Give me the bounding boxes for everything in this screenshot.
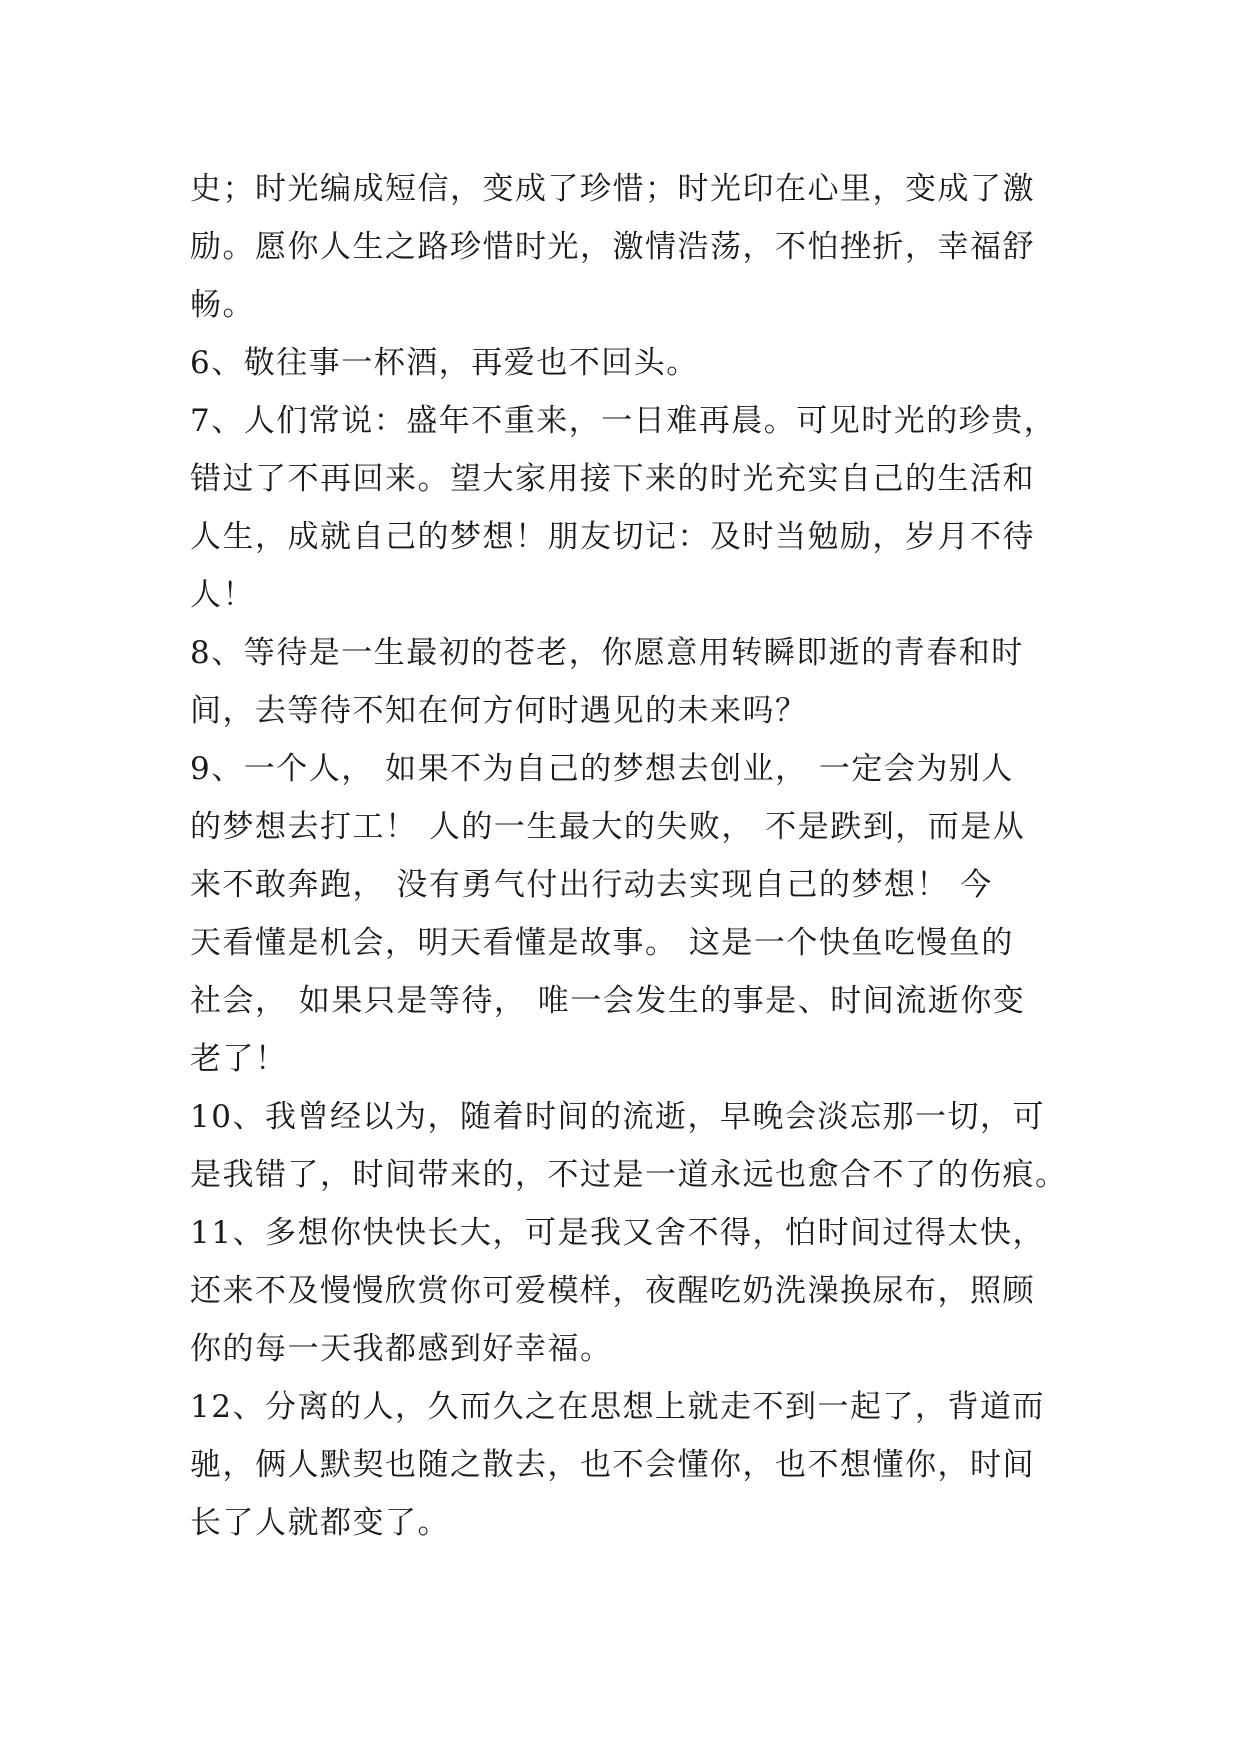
text-line: 人生，成就自己的梦想！朋友切记：及时当勉励，岁月不待 [190,519,1035,555]
text-line: 12、分离的人，久而久之在思想上就走不到一起了，背道而 [190,1389,1045,1425]
text-line: 的梦想去打工！ 人的一生最大的失败， 不是跌到，而是从 [190,809,1026,845]
text-line: 社会， 如果只是等待， 唯一会发生的事是、时间流逝你变 [190,983,1026,1019]
text-line: 是我错了，时间带来的，不过是一道永远也愈合不了的伤痕。 [190,1157,1068,1193]
text-line: 励。愿你人生之路珍惜时光，激情浩荡，不怕挫折，幸福舒 [190,229,1035,265]
text-line: 10、我曾经以为，随着时间的流逝，早晚会淡忘那一切，可 [190,1099,1045,1135]
text-line: 错过了不再回来。望大家用接下来的时光充实自己的生活和 [190,461,1035,497]
text-line: 老了！ [190,1041,288,1077]
text-line: 7、人们常说：盛年不重来，一日难再晨。可见时光的珍贵， [190,403,1057,439]
text-line: 天看懂是机会，明天看懂是故事。 这是一个快鱼吃慢鱼的 [190,925,1014,961]
text-line: 8、等待是一生最初的苍老，你愿意用转瞬即逝的青春和时 [190,635,1024,671]
text-line: 史；时光编成短信，变成了珍惜；时光印在心里，变成了激 [190,171,1035,207]
text-line: 畅。 [190,287,255,323]
text-line: 6、敬往事一杯酒，再爱也不回头。 [190,345,699,381]
text-line: 来不敢奔跑， 没有勇气付出行动去实现自己的梦想！ 今 [190,867,993,903]
document-body [190,160,1068,1552]
text-line: 人！ [190,577,255,613]
text-line: 11、多想你快快长大，可是我又舍不得，怕时间过得太快， [190,1215,1045,1251]
text-line: 长了人就都变了。 [190,1505,450,1541]
text-line: 驰，俩人默契也随之散去，也不会懂你，也不想懂你，时间 [190,1447,1035,1483]
text-line: 还来不及慢慢欣赏你可爱模样，夜醒吃奶洗澡换尿布，照顾 [190,1273,1035,1309]
text-line: 9、一个人， 如果不为自己的梦想去创业， 一定会为别人 [190,751,1014,787]
text-line: 你的每一天我都感到好幸福。 [190,1331,613,1367]
text-line: 间，去等待不知在何方何时遇见的未来吗？ [190,693,808,729]
